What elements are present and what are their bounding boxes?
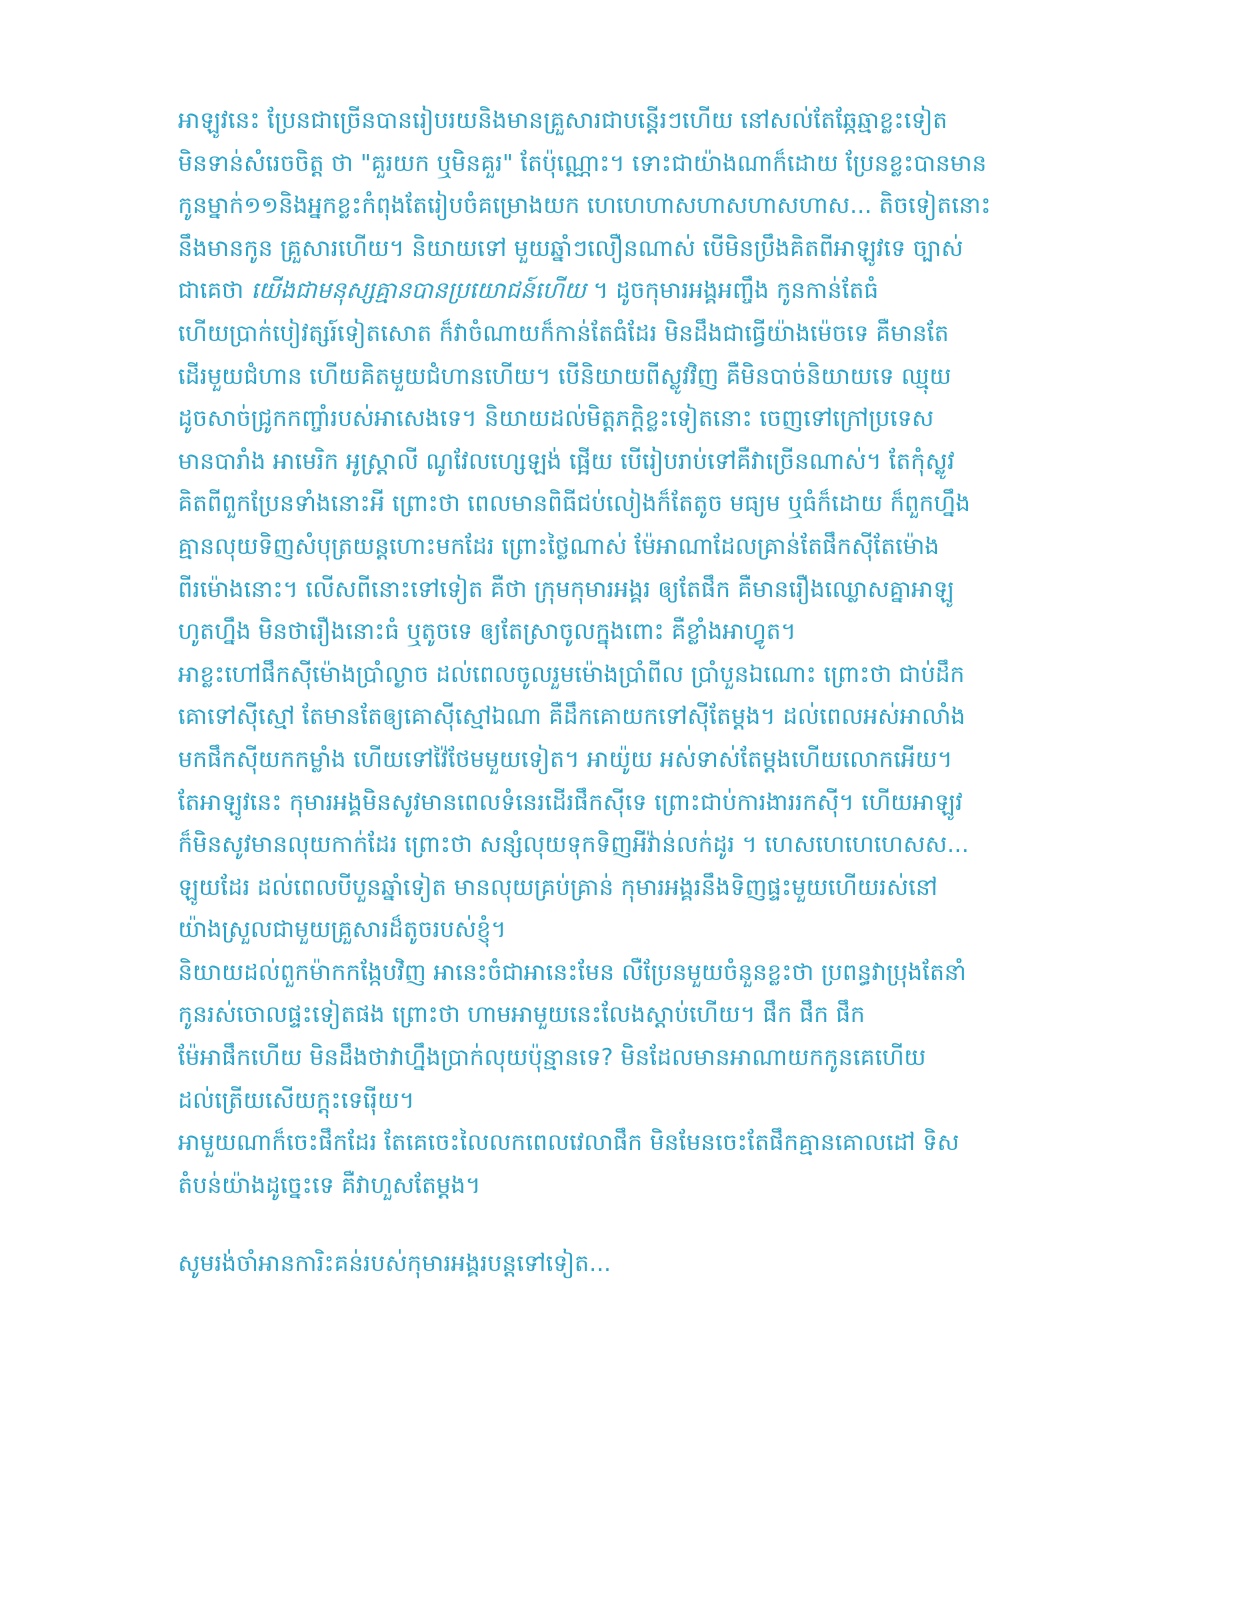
text-line-2: មិនទាន់សំរេចចិត្ត ថា "គួរយក ឬមិនគួរ" តែប៉ុណ្ណោះ។ ទោះជាយ៉ាងណាក៏ដោយ ប្រែនខ្លះបានមាន: [178, 150, 987, 177]
text-line-23: ម៉ែអាផឹកហើយ មិនដឹងថាវាហ្នឹងប្រាក់លុយប៉ុន្មានទេ? មិនដែលមានអាណាយកកូនគេហើយ: [178, 1045, 926, 1072]
text-line-5-prefix: ជាគេថា: [178, 278, 244, 305]
text-line-19: ឡូយដែរ ដល់ពេលបីបួនឆ្នាំទៀត មានលុយគ្រប់គ្រាន់ កុមារអង្គរនឹងទិញផ្ទះមួយហើយរស់នៅ: [178, 874, 938, 901]
text-line-5-suffix: ។ ដូចកុមារអង្គអញ្ចឹង កូនកាន់តែធំ: [593, 278, 879, 305]
text-line-5: [178, 270, 1058, 313]
text-line-18: ក៏មិនសូវមានលុយកាក់ដែរ ព្រោះថា សន្សំលុយទុកទិញអីវ៉ាន់លក់ដូរ ។ ហេសហេហេហេសស...: [178, 832, 969, 859]
text-line-12: ពីរម៉ោងនោះ។ លើសពីនោះទៅទៀត គឺថា ក្រុមកុមារអង្គរ ឲ្យតែផឹក គឺមានរឿងឈ្លោសគ្នាអាឡូ: [178, 576, 954, 603]
text-line-21: និយាយដល់ពួកម៉ាកកង្កែបវិញ អានេះចំជាអានេះមែន លឺប្រែនមួយចំនួនខ្លះថា ប្រពន្ធវាប្រុងតែនាំ: [178, 959, 967, 986]
document-body: [178, 100, 1058, 1286]
text-line-17: តែអាឡូវនេះ កុមារអង្គមិនសូវមានពេលទំនេរដើរផឹកស៊ីទេ ព្រោះជាប់ការងាររកស៊ី។ ហើយអាឡូវ: [178, 789, 963, 816]
text-line-8: ដូចសាច់ជ្រូកកញ្ចាំរបស់អាសេងទេ។ និយាយដល់មិត្តភក្តិខ្លះទៀតនោះ ចេញទៅក្រៅប្រទេស: [178, 406, 934, 433]
text-line-1: អាឡូវនេះ ប្រែនជាច្រើនបានរៀបរយនិងមានគ្រួសារជាបន្តើរៗហើយ នៅសល់តែឆ្កែឆ្មាខ្លះទៀត: [178, 108, 948, 134]
text-line-9: មានបារាំង អាមេរិក អូស្ត្រាលី ណូវែលហ្សេឡង់ ផ្អើយ បើរៀបរាប់ទៅគឺវាច្រើនណាស់។ តែកុំស្លូវ: [178, 448, 955, 475]
text-line-5-emphasis: យើងជាមនុស្សគ្មានបានប្រយោជន៍ហើយ: [251, 278, 586, 305]
text-line-16: មកផឹកស៊ីយកកម្លាំង ហើយទៅវ៉ៃថែមមួយទៀត។ អាយ៉ូយ អស់ទាស់តែម្តងហើយលោកអើយ។: [178, 746, 953, 773]
text-line-15: គោទៅស៊ីស្មៅ តែមានតែឲ្យគោស៊ីស្មៅឯណា គឺដឹកគោយកទៅស៊ីតែម្តង។ ដល់ពេលអស់អាលាំង: [178, 704, 966, 731]
closing-line: សូមរង់ចាំអានការិះគន់របស់កុមារអង្គរបន្តទៅទៀត...: [178, 1251, 612, 1278]
text-line-7: ដើរមួយជំហាន ហើយគិតមួយជំហានហើយ។ បើនិយាយពីស្លូវវិញ គឺមិនបាច់និយាយទេ ឈ្មុយ: [178, 363, 952, 390]
text-line-4: នឹងមានកូន គ្រួសារហើយ។ និយាយទៅ មួយឆ្នាំៗលឿនណាស់ បើមិនប្រឹងគិតពីអាឡូវទេ ច្បាស់: [178, 235, 964, 262]
text-line-10: គិតពីពួកប្រែនទាំងនោះអី ព្រោះថា ពេលមានពិធីជប់លៀងក៏តែតូច មធ្យម ឬធំក៏ដោយ ក៏ពួកហ្នឹង: [178, 491, 971, 518]
paragraph-gap: [178, 1207, 1058, 1243]
text-line-26: តំបន់យ៉ាងដូច្នេះទេ គឺវាហួសតែម្តង។: [178, 1172, 481, 1199]
text-line-13: ហូតហ្នឹង មិនថារឿងនោះធំ ឬតូចទេ ឲ្យតែស្រាចូលក្នុងពោះ គឺខ្លាំងអាហ្វូត។: [178, 619, 797, 646]
text-line-14: អាខ្លះហៅផឹកស៊ីម៉ោងប្រាំល្ងាច ដល់ពេលចូលរួមម៉ោងប្រាំពីល ប្រាំបួនឯណោះ ព្រោះថា ជាប់ដឹក: [178, 661, 965, 688]
text-line-11: គ្មានលុយទិញសំបុត្រយន្តហោះមកដែរ ព្រោះថ្លៃណាស់ ម៉ែអាណាដែលគ្រាន់តែផឹកស៊ីតែម៉ោង: [178, 533, 940, 560]
text-line-25: អាមួយណាក៏ចេះផឹកដែរ តែគេចេះលៃលកពេលវេលាផឹក មិនមែនចេះតែផឹកគ្មានគោលដៅ ទិស: [178, 1130, 960, 1157]
text-line-24: ដល់ត្រើយសើយក្តុះទេរ៉ើយ។: [178, 1087, 415, 1114]
text-line-6: ហើយប្រាក់បៀវត្សរ៍ទៀតសោត ក៏វាចំណាយក៏កាន់តែធំដែរ មិនដឹងជាធ្វើយ៉ាងម៉េចទេ គឺមានតែ: [178, 320, 949, 347]
text-line-22: កូនរស់ចោលផ្ទះទៀតផង ព្រោះថា ហាមអាមួយនេះលែងស្តាប់ហើយ។ ផឹក ផឹក ផឹក: [178, 1002, 866, 1029]
text-line-20: យ៉ាងស្រួលជាមួយគ្រួសារដ៏តូចរបស់ខ្ញុំ។: [178, 917, 507, 944]
text-line-3: កូនម្នាក់១១និងអ្នកខ្លះកំពុងតែរៀបចំគម្រោងយក ហេហេហាសហាសហាសហាស... តិចទៀតនោះ: [178, 193, 991, 220]
